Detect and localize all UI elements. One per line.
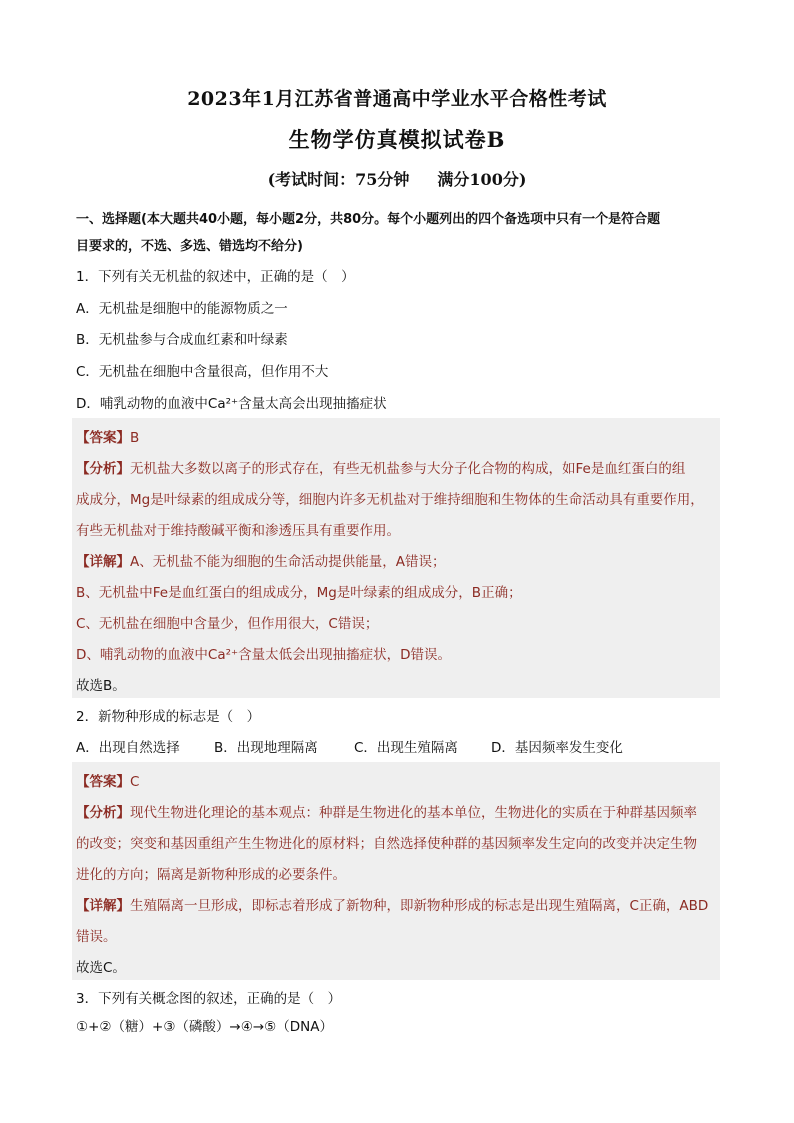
analysis-line [76,457,685,477]
question-1-option-d: D．哺乳动物的血液中Ca²⁺含量太高会出现抽搐症状 [76,396,387,412]
answer-line [76,426,139,446]
analysis-text: 进化的方向；隔离是新物种形成的必要条件。 [76,867,346,883]
answer-value: C [130,774,140,790]
conclusion-text: 故选C。 [76,960,126,976]
question-2-option-a: A．出现自然选择 [76,740,180,756]
answer-value: B [130,430,140,446]
analysis-line [76,801,697,821]
analysis-text: 现代生物进化理论的基本观点：种群是生物进化的基本单位，生物进化的实质在于种群基因频率 [130,805,697,821]
conclusion-text: 故选B。 [76,678,126,694]
answer-line [76,770,139,790]
detail-text: D、哺乳动物的血液中Ca²⁺含量太低会出现抽搐症状，D错误。 [76,647,452,663]
question-2-options [76,737,724,759]
section-intro-line: 一、选择题(本大题共40小题，每小题2分，共80分。每个小题列出的四个备选项中只有一个是符合题 [76,212,661,227]
exam-subtitle: 生物学仿真模拟试卷B [288,127,506,152]
detail-tag: 【详解】 [76,554,130,570]
analysis-tag: 【分析】 [76,461,130,477]
detail-text: 错误。 [76,929,117,945]
answer-tag: 【答案】 [76,430,130,446]
question-1-option-c: C．无机盐在细胞中含量很高，但作用不大 [76,364,329,380]
question-2-answer-box [72,762,720,980]
analysis-text: 成成分，Mg是叶绿素的组成成分等，细胞内许多无机盐对于维持细胞和生物体的生命活动具有重要作用， [76,492,704,508]
question-2-option-d: D．基因频率发生变化 [491,740,623,756]
question-2-option-b: B．出现地理隔离 [214,740,318,756]
analysis-tag: 【分析】 [76,805,130,821]
detail-line [76,550,445,570]
exam-time: (考试时间：75分钟 [267,170,410,189]
answer-tag: 【答案】 [76,774,130,790]
detail-text: B、无机盐中Fe是血红蛋白的组成成分，Mg是叶绿素的组成成分，B正确； [76,585,522,601]
detail-text: A、无机盐不能为细胞的生命活动提供能量，A错误； [130,554,446,570]
question-3-stem: 3．下列有关概念图的叙述，正确的是（ ） [76,991,342,1007]
question-1-option-a: A．无机盐是细胞中的能源物质之一 [76,301,288,317]
detail-text: C、无机盐在细胞中含量少，但作用很大，C错误； [76,616,379,632]
detail-text: 生殖隔离一旦形成，即标志着形成了新物种，即新物种形成的标志是出现生殖隔离，C正确，ABD [130,898,709,914]
question-2-option-c: C．出现生殖隔离 [354,740,458,756]
analysis-text: 有些无机盐对于维持酸碱平衡和渗透压具有重要作用。 [76,523,400,539]
detail-line [76,894,708,914]
question-2-stem: 2．新物种形成的标志是（ ） [76,709,261,725]
question-1-option-b: B．无机盐参与合成血红素和叶绿素 [76,332,288,348]
question-1-answer-box [72,418,720,698]
analysis-text: 无机盐大多数以离子的形式存在，有些无机盐参与大分子化合物的构成，如Fe是血红蛋白的组 [130,461,686,477]
analysis-text: 的改变；突变和基因重组产生生物进化的原材料；自然选择使种群的基因频率发生定向的改变并决定生物 [76,836,697,852]
question-3-formula: ①+②（糖）+③（磷酸）→④→⑤（DNA） [76,1019,333,1035]
exam-title: 2023年1月江苏省普通高中学业水平合格性考试 [187,88,607,110]
exam-score: 满分100分) [437,170,527,189]
detail-tag: 【详解】 [76,898,130,914]
section-intro-line: 目要求的，不选、多选、错选均不给分) [76,239,303,254]
question-1-stem: 1．下列有关无机盐的叙述中，正确的是（ ） [76,269,355,285]
section-intro [76,206,724,260]
exam-meta [0,167,794,190]
